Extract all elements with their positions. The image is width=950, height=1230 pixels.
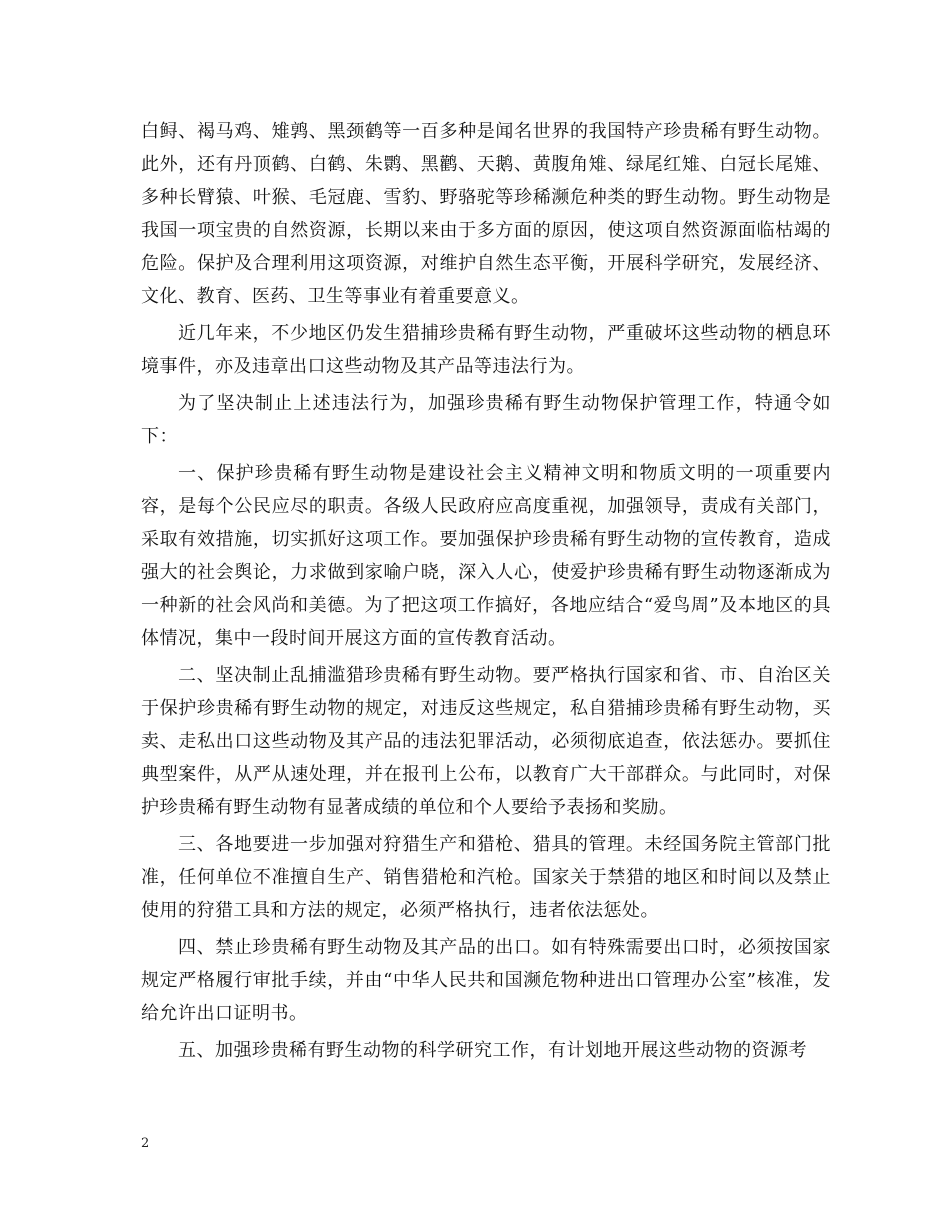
paragraph-2: 近几年来，不少地区仍发生猎捕珍贵稀有野生动物，严重破坏这些动物的栖息环境事件，亦及违章出口这些动物及其产品等违法行为。 [141,323,831,377]
page-number: 2 [141,1136,150,1151]
paragraph-4: 一、保护珍贵稀有野生动物是建设社会主义精神文明和物质文明的一项重要内容，是每个公民应尽的职责。各级人民政府应高度重视，加强领导，责成有关部门，采取有效措施，切实抓好这项工作。要加强保护珍贵稀有野生动物的宣传教育，造成强大的社会舆论，力求做到家喻户晓，深入人心，使爱护珍贵稀有野生动物逐渐成为一种新的社会风尚和美德。为了把这项工作搞好，各地应结合“爱鸟周”及本地区的具体情况，集中一段时间开展这方面的宣传教育活动。 [141,463,831,649]
paragraph-6: 三、各地要进一步加强对狩猎生产和猎枪、猎具的管理。未经国务院主管部门批准，任何单位不准擅自生产、销售猎枪和汽枪。国家关于禁猎的地区和时间以及禁止使用的狩猎工具和方法的规定，必须严格执行，违者依法惩处。 [141,834,831,921]
paragraph-1: 白鲟、褐马鸡、雉鹑、黑颈鹤等一百多种是闻名世界的我国特产珍贵稀有野生动物。此外，还有丹顶鹤、白鹤、朱鹮、黑鹳、天鹅、黄腹角雉、绿尾红雉、白冠长尾雉、多种长臂猿、叶猴、毛冠鹿、雪豹、野骆驼等珍稀濒危种类的野生动物。野生动物是我国一项宝贵的自然资源，长期以来由于多方面的原因，使这项自然资源面临枯竭的危险。保护及合理利用这项资源，对维护自然生态平衡，开展科学研究，发展经济、文化、教育、医药、卫生等事业有着重要意义。 [141,121,831,307]
paragraph-7: 四、禁止珍贵稀有野生动物及其产品的出口。如有特殊需要出口时，必须按国家规定严格履行审批手续，并由“中华人民共和国濒危物种进出口管理办公室”核准，发给允许出口证明书。 [141,937,831,1024]
document-body [141,115,831,1071]
paragraph-5: 二、坚决制止乱捕滥猎珍贵稀有野生动物。要严格执行国家和省、市、自治区关于保护珍贵稀有野生动物的规定，对违反这些规定，私自猎捕珍贵稀有野生动物，买卖、走私出口这些动物及其产品的违法犯罪活动，必须彻底追查，依法惩办。要抓住典型案件，从严从速处理，并在报刊上公布，以教育广大干部群众。与此同时，对保护珍贵稀有野生动物有显著成绩的单位和个人要给予表扬和奖励。 [141,665,831,818]
paragraph-8: 五、加强珍贵稀有野生动物的科学研究工作，有计划地开展这些动物的资源考 [178,1040,807,1061]
paragraph-3: 为了坚决制止上述违法行为，加强珍贵稀有野生动物保护管理工作，特通令如下： [141,393,831,447]
